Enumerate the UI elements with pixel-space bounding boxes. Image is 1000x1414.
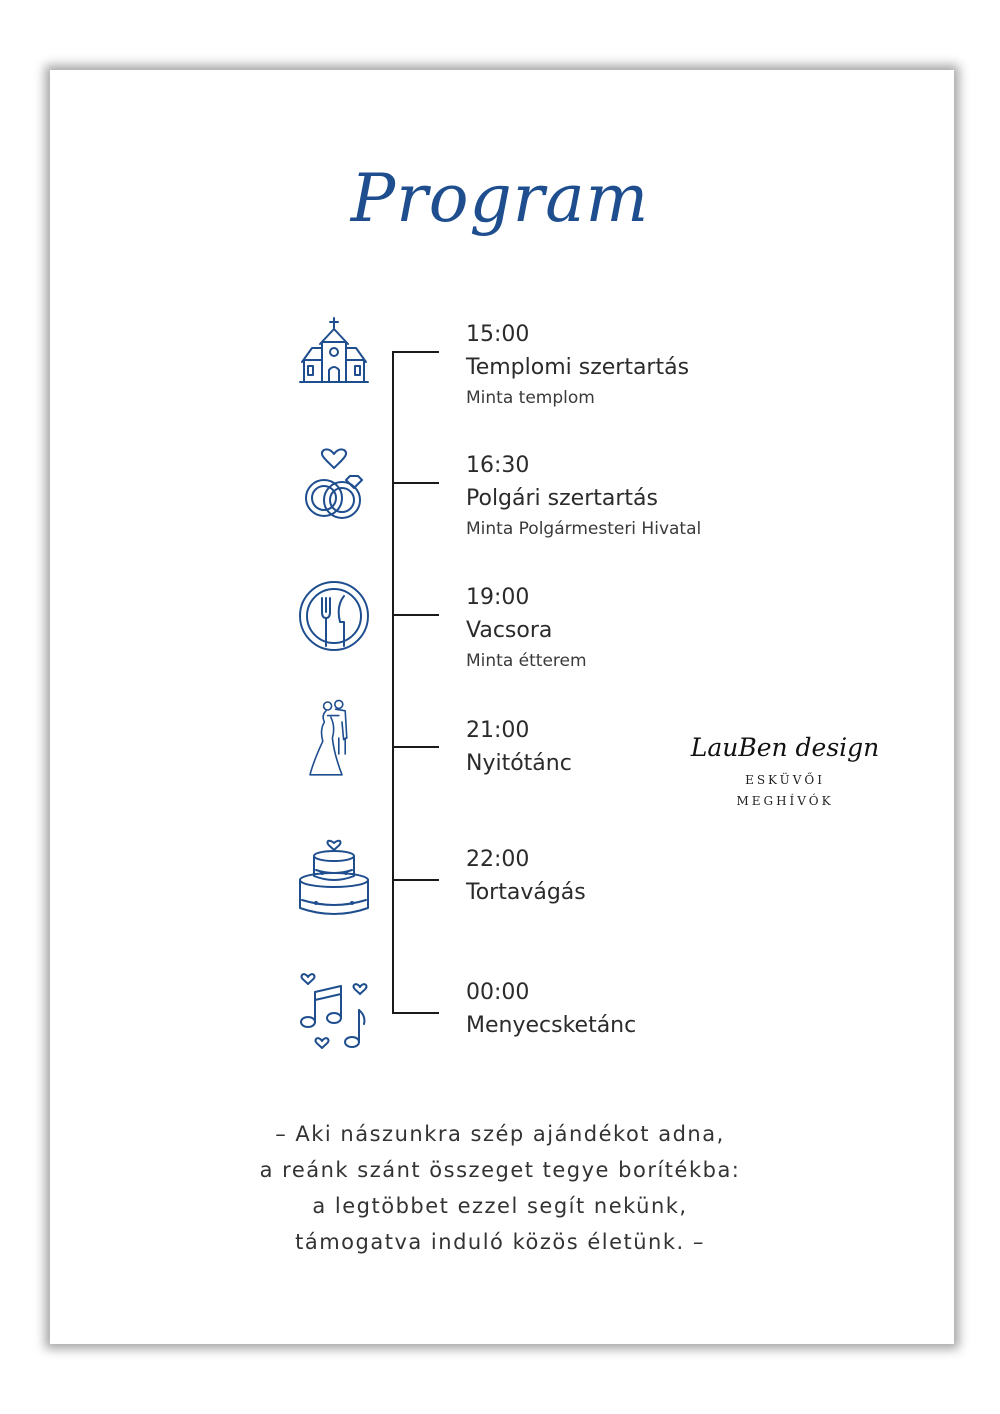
timeline-tick — [392, 614, 439, 616]
event-title: Tortavágás — [466, 880, 586, 905]
timeline-tick — [392, 879, 439, 881]
page-title: Program — [350, 160, 650, 237]
music-notes-icon — [296, 972, 372, 1052]
event-place: Minta étterem — [466, 651, 587, 671]
event-title: Polgári szertartás — [466, 486, 658, 511]
timeline-tick — [392, 746, 439, 748]
brand-logo-line1: ESKÜVŐI — [745, 773, 825, 787]
wedding-cake-icon — [296, 840, 372, 920]
event-time: 21:00 — [466, 718, 530, 743]
dancing-couple-icon — [296, 698, 372, 778]
brand-logo-line2: MEGHÍVÓK — [736, 794, 834, 808]
footer-line: a reánk szánt összeget tegye borítékba: — [259, 1158, 741, 1182]
wedding-rings-icon — [296, 446, 372, 526]
footer-line: – Aki nászunkra szép ajándékot adna, — [275, 1122, 725, 1146]
event-title: Menyecsketánc — [466, 1013, 637, 1038]
footer-quote — [0, 1116, 1000, 1260]
event-time: 22:00 — [466, 847, 530, 872]
event-title: Nyitótánc — [466, 751, 572, 776]
brand-logo: LauBen design — [690, 733, 880, 762]
event-time: 15:00 — [466, 322, 530, 347]
event-place: Minta Polgármesteri Hivatal — [466, 519, 702, 539]
event-place: Minta templom — [466, 388, 595, 408]
event-time: 00:00 — [466, 980, 530, 1005]
footer-line: támogatva induló közös életünk. – — [295, 1230, 705, 1254]
timeline-line — [392, 351, 394, 1014]
timeline-tick — [392, 351, 439, 353]
footer-line: a legtöbbet ezzel segít nekünk, — [312, 1194, 688, 1218]
event-title: Vacsora — [466, 618, 553, 643]
event-time: 19:00 — [466, 585, 530, 610]
plate-cutlery-icon — [296, 576, 372, 656]
timeline-tick — [392, 482, 439, 484]
timeline-tick — [392, 1012, 439, 1014]
event-time: 16:30 — [466, 453, 530, 478]
church-icon — [296, 316, 372, 396]
event-title: Templomi szertartás — [466, 355, 690, 380]
